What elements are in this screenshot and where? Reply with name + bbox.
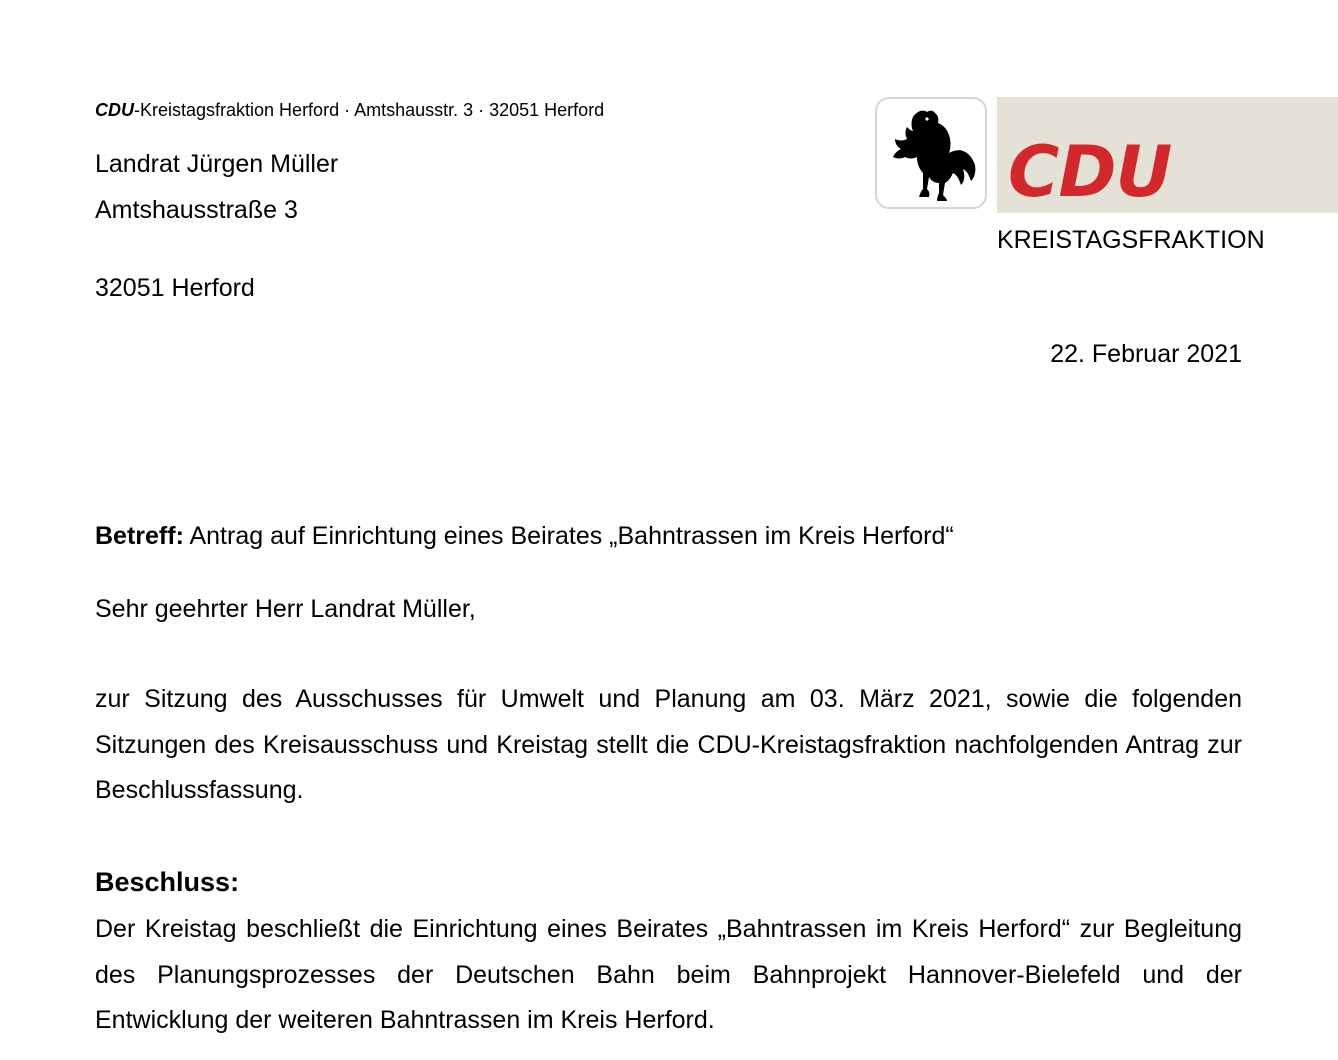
decision-heading: Beschluss: [95,867,240,897]
cdu-logo: CDU [1008,131,1172,213]
logo-subtitle: KREISTAGSFRAKTION [997,226,1265,254]
rearing-horse-icon [883,103,981,205]
sender-party: CDU [95,100,134,120]
salutation: Sehr geehrter Herr Landrat Müller, [95,595,476,623]
intro-paragraph: zur Sitzung des Ausschusses für Umwelt und Planung am 03. März 2021, sowie die folgenden Sitzungen des Kreisausschuss und Kreistag stellt die CDU-Kreistagsfraktion nachfolgenden Antrag zur Beschlussfassung. [95,685,1242,804]
recipient-city: 32051 Herford [95,274,255,302]
recipient-name: Landrat Jürgen Müller [95,150,339,178]
subject-label: Betreff: [95,522,184,550]
sender-address-line [95,99,604,121]
letter-date: 22. Februar 2021 [1050,340,1242,368]
decision-paragraph: Der Kreistag beschließt die Einrichtung eines Beirates „Bahntrassen im Kreis Herford“ zur Begleitung des Planungsprozesses der Deutschen Bahn beim Bahnprojekt Hannover-Bielefeld und der Entwicklung der weiteren Bahntrassen im Kreis Herford. [95,915,1242,1034]
emblem-box [875,97,987,209]
recipient-street: Amtshausstraße 3 [95,196,298,224]
subject-line [95,521,954,551]
sender-address: -Kreistagsfraktion Herford · Amtshausstr. 3 · 32051 Herford [134,100,605,120]
subject-text: Antrag auf Einrichtung eines Beirates „Bahntrassen im Kreis Herford“ [183,522,954,550]
